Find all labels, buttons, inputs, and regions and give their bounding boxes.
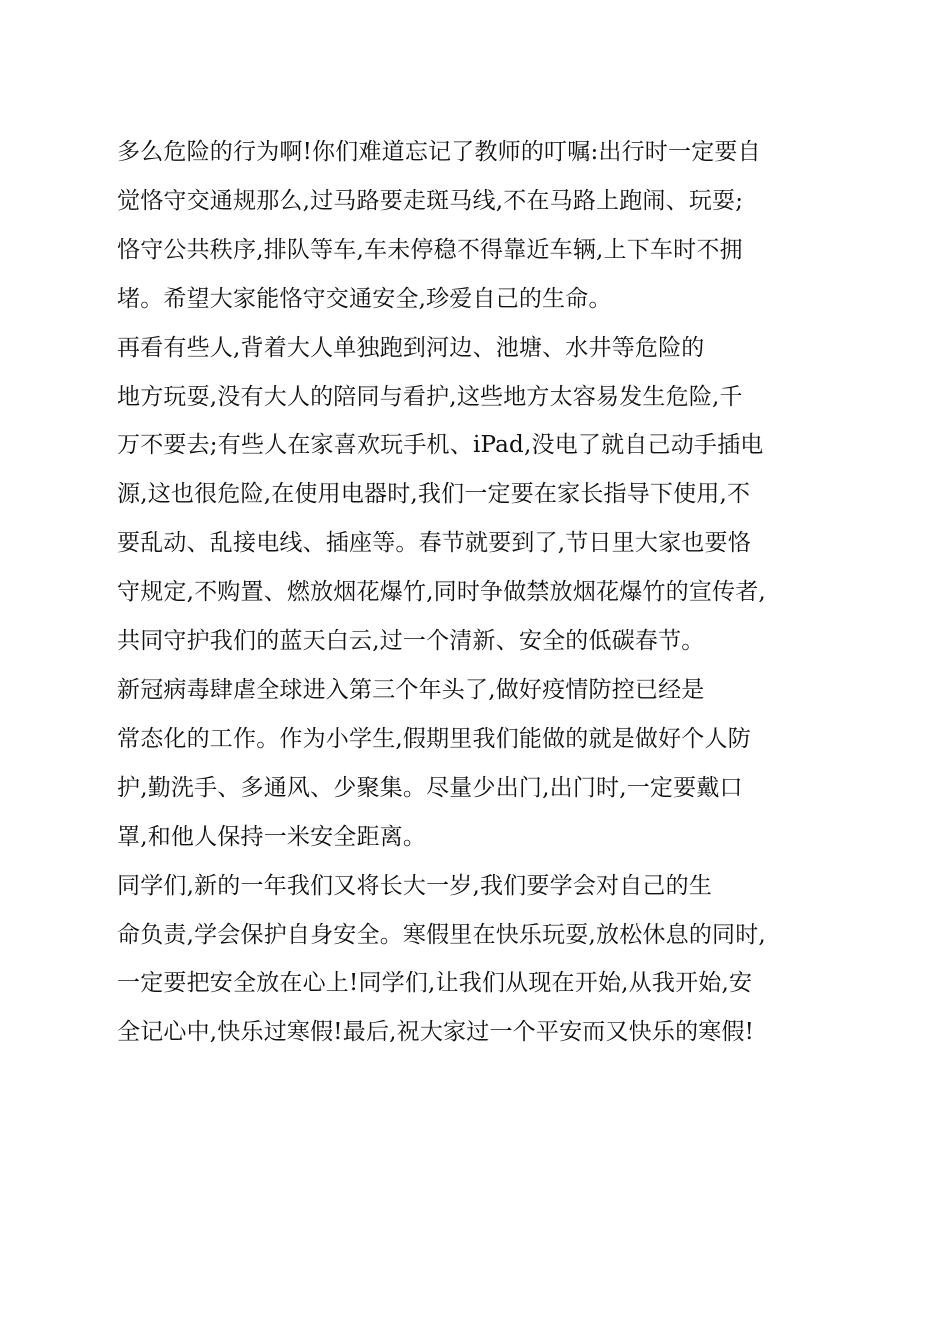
paragraph-epidemic-prevention: 新冠病毒肆虐全球进入第三个年头了,做好疫情防控已经是 常态化的工作。作为小学生,假期里我们能做的就是做好个人防 护,勤洗手、多通风、少聚集。尽量少出门,出门时,一定要戴口 罩,和他人保持一米安全距离。 xyxy=(117,676,751,850)
paragraph-closing: 同学们,新的一年我们又将长大一岁,我们要学会对自己的生 命负责,学会保护自身安全。寒假里在快乐玩耍,放松休息的同时, 一定要把安全放在心上!同学们,让我们从现在开始,从我开始,安 全记心中,快乐过寒假!最后,祝大家过一个平安而又快乐的寒假! xyxy=(117,872,766,1046)
paragraph-traffic-safety: 多么危险的行为啊!你们难道忘记了教师的叮嘱:出行时一定要自 觉恪守交通规那么,过马路要走斑马线,不在马路上跑闹、玩耍; 恪守公共秩序,排队等车,车未停稳不得靠近车辆,上下车时不拥 堵。希望大家能恪守交通安全,珍爱自己的生命。 xyxy=(117,139,761,312)
paragraph-danger-places: 再看有些人,背着大人单独跑到河边、池塘、水井等危险的 地方玩耍,没有大人的陪同与看护,这些地方太容易发生危险,千 万不要去;有些人在家喜欢玩手机、iPad,没电了就自己动手插电 源,这也很危险,在使用电器时,我们一定要在家长指导下使用,不 要乱动、乱接电线、插座等。春节就要到了,节日里大家也要恪 守规定,不购置、燃放烟花爆竹,同时争做禁放烟花爆竹的宣传者, 共同守护我们的蓝天白云,过一个清新、安全的低碳春节。 xyxy=(117,334,766,655)
document-body xyxy=(117,128,835,1057)
